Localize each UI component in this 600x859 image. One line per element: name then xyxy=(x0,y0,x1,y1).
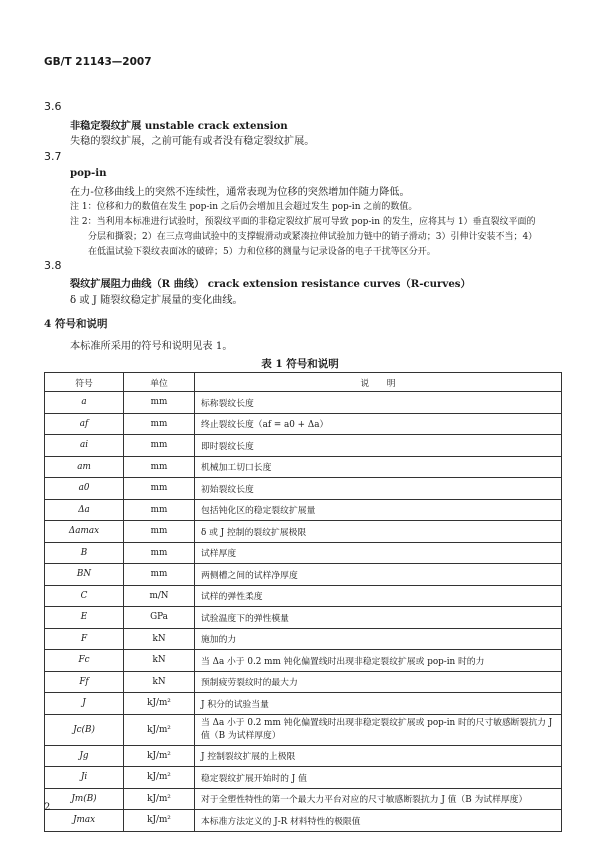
description-cell: 两侧槽之间的试样净厚度 xyxy=(195,564,562,586)
table-row xyxy=(45,564,562,586)
note-2-line-2: 分层和撕裂；2）在三点弯曲试验中的支撑辊滑动或紧凑拉伸试验加力链中的销子滑动；3）引伸计安装不当；4） xyxy=(88,232,538,242)
table-row xyxy=(45,671,562,693)
unit-cell: m/N xyxy=(124,585,195,607)
table-row xyxy=(45,456,562,478)
section-number-3-7: 3.7 xyxy=(44,150,62,163)
table-header-row xyxy=(45,373,562,392)
description-cell: 施加的力 xyxy=(195,628,562,650)
unit-cell: mm xyxy=(124,499,195,521)
description-cell: 本标准方法定义的 J-R 材料特性的极限值 xyxy=(195,810,562,832)
description-cell: 预制疲劳裂纹时的最大力 xyxy=(195,671,562,693)
symbol-cell: Δamax xyxy=(45,521,124,543)
table-row xyxy=(45,585,562,607)
unit-cell: kN xyxy=(124,671,195,693)
symbol-cell: Fc xyxy=(45,650,124,672)
standard-header: GB/T 21143—2007 xyxy=(44,56,152,68)
table-row xyxy=(45,392,562,414)
section-4-heading: 4 符号和说明 xyxy=(44,318,108,330)
header-symbol: 符号 xyxy=(45,373,124,392)
description-cell: 初始裂纹长度 xyxy=(195,478,562,500)
unit-cell: kJ/m² xyxy=(124,810,195,832)
definition-3-6: 失稳的裂纹扩展，之前可能有或者没有稳定裂纹扩展。 xyxy=(70,136,315,147)
symbol-cell: Jmax xyxy=(45,810,124,832)
unit-cell: kJ/m² xyxy=(124,693,195,715)
symbol-cell: a xyxy=(45,392,124,414)
symbol-cell: Jg xyxy=(45,745,124,767)
table-row xyxy=(45,413,562,435)
unit-cell: kJ/m² xyxy=(124,788,195,810)
table-row xyxy=(45,767,562,789)
description-cell: 当 Δa 小于 0.2 mm 钝化偏置线时出现非稳定裂纹扩展或 pop-in 时的力 xyxy=(195,650,562,672)
unit-cell: kJ/m² xyxy=(124,745,195,767)
header-unit: 单位 xyxy=(124,373,195,392)
unit-cell: mm xyxy=(124,413,195,435)
unit-cell: mm xyxy=(124,478,195,500)
symbol-cell: a0 xyxy=(45,478,124,500)
table-row xyxy=(45,810,562,832)
description-cell: 试验温度下的弹性模量 xyxy=(195,607,562,629)
table-row xyxy=(45,607,562,629)
description-cell: 标称裂纹长度 xyxy=(195,392,562,414)
table-row xyxy=(45,521,562,543)
table-row xyxy=(45,650,562,672)
symbol-cell: BN xyxy=(45,564,124,586)
table-title: 表 1 符号和说明 xyxy=(261,358,339,370)
symbol-cell: Ji xyxy=(45,767,124,789)
description-cell: J 控制裂纹扩展的上极限 xyxy=(195,745,562,767)
symbol-cell: Ff xyxy=(45,671,124,693)
description-cell: 终止裂纹长度（af = a0 + Δa） xyxy=(195,413,562,435)
description-cell: 对于全塑性特性的第一个最大力平台对应的尺寸敏感断裂抗力 J 值（B 为试样厚度） xyxy=(195,788,562,810)
unit-cell: kN xyxy=(124,628,195,650)
unit-cell: mm xyxy=(124,564,195,586)
section-number-3-8: 3.8 xyxy=(44,259,62,272)
symbol-cell: Jc(B) xyxy=(45,714,124,745)
unit-cell: mm xyxy=(124,435,195,457)
symbol-cell: ai xyxy=(45,435,124,457)
table-row xyxy=(45,714,562,745)
unit-cell: kN xyxy=(124,650,195,672)
symbol-cell: F xyxy=(45,628,124,650)
unit-cell: kJ/m² xyxy=(124,714,195,745)
note-1: 注 1：位移和力的数值在发生 pop-in 之后仍会增加且会超过发生 pop-in 之前的数值。 xyxy=(70,202,418,212)
term-3-6: 非稳定裂纹扩展 unstable crack extension xyxy=(70,120,288,132)
description-cell: J 积分的试验当量 xyxy=(195,693,562,715)
section-4-intro: 本标准所采用的符号和说明见表 1。 xyxy=(70,341,233,352)
table-row xyxy=(45,478,562,500)
definition-3-7: 在力-位移曲线上的突然不连续性，通常表现为位移的突然增加伴随力降低。 xyxy=(70,187,410,198)
description-cell: 当 Δa 小于 0.2 mm 钝化偏置线时出现非稳定裂纹扩展或 pop-in 时的尺寸敏感断裂抗力 J 值（B 为试样厚度） xyxy=(195,714,562,745)
table-row xyxy=(45,435,562,457)
description-cell: 试样厚度 xyxy=(195,542,562,564)
table-row xyxy=(45,745,562,767)
table-row xyxy=(45,542,562,564)
symbol-cell: J xyxy=(45,693,124,715)
description-cell: δ 或 J 控制的裂纹扩展极限 xyxy=(195,521,562,543)
description-cell: 试样的弹性柔度 xyxy=(195,585,562,607)
term-3-8: 裂纹扩展阻力曲线（R 曲线） crack extension resistance curves（R-curves） xyxy=(70,278,471,290)
note-2-line-1: 注 2：当利用本标准进行试验时，预裂纹平面的非稳定裂纹扩展可导致 pop-in 的发生，应将其与 1）垂直裂纹平面的 xyxy=(70,217,536,227)
unit-cell: mm xyxy=(124,392,195,414)
page-number: 2 xyxy=(44,802,51,813)
symbol-cell: E xyxy=(45,607,124,629)
definition-3-8: δ 或 J 随裂纹稳定扩展量的变化曲线。 xyxy=(70,295,243,306)
description-cell: 稳定裂纹扩展开始时的 J 值 xyxy=(195,767,562,789)
symbols-table xyxy=(44,372,562,832)
table-row xyxy=(45,693,562,715)
symbol-cell: C xyxy=(45,585,124,607)
unit-cell: mm xyxy=(124,542,195,564)
unit-cell: GPa xyxy=(124,607,195,629)
unit-cell: mm xyxy=(124,521,195,543)
table-row xyxy=(45,628,562,650)
symbol-cell: Δa xyxy=(45,499,124,521)
note-2-line-3: 在低温试验下裂纹表面冰的破碎；5）力和位移的测量与记录设备的电子干扰等区分开。 xyxy=(88,247,436,257)
description-cell: 包括钝化区的稳定裂纹扩展量 xyxy=(195,499,562,521)
symbol-cell: am xyxy=(45,456,124,478)
symbol-cell: af xyxy=(45,413,124,435)
description-cell: 即时裂纹长度 xyxy=(195,435,562,457)
description-cell: 机械加工切口长度 xyxy=(195,456,562,478)
symbol-cell: B xyxy=(45,542,124,564)
unit-cell: mm xyxy=(124,456,195,478)
header-description: 说 明 xyxy=(195,373,562,392)
table-row xyxy=(45,499,562,521)
unit-cell: kJ/m² xyxy=(124,767,195,789)
term-3-7: pop-in xyxy=(70,167,107,179)
symbol-cell: Jm(B) xyxy=(45,788,124,810)
section-number-3-6: 3.6 xyxy=(44,100,62,113)
table-row xyxy=(45,788,562,810)
